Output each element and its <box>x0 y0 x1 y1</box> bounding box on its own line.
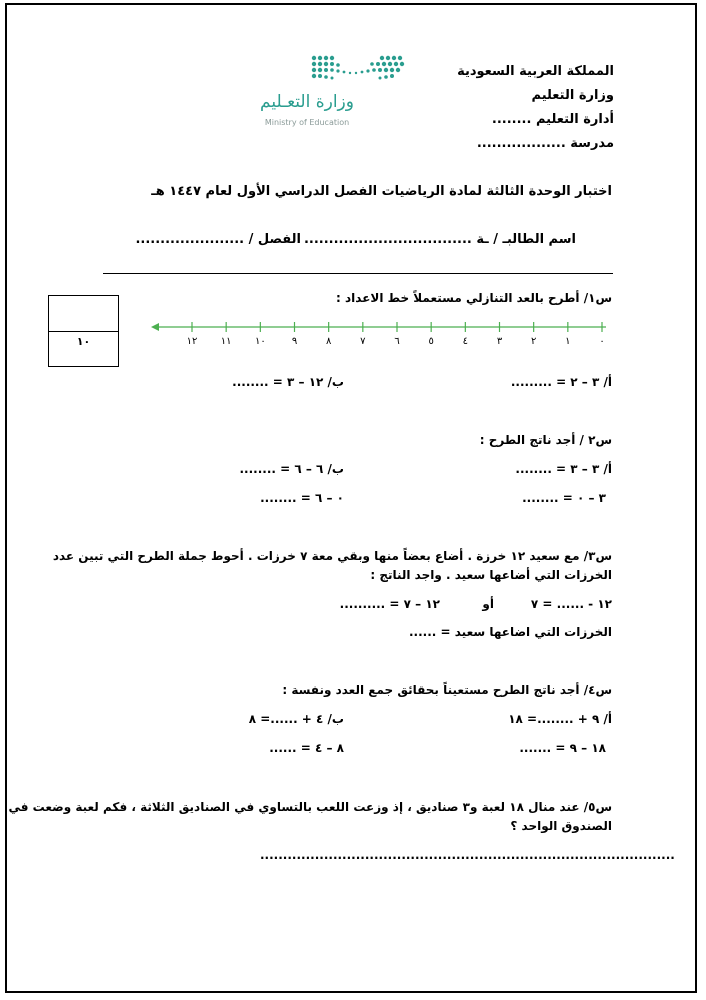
number-line-label: ٠ <box>599 336 605 347</box>
moe-dots-logo-icon <box>256 52 416 92</box>
number-line <box>150 318 610 336</box>
q1-part-b: ب/ ١٢ – ٣ = ........ <box>232 375 344 389</box>
divider <box>103 273 613 274</box>
number-line-label: ٩ <box>291 336 298 347</box>
number-line-label: ٣ <box>496 336 503 347</box>
logo-arabic-text: وزارة التعـليم <box>260 92 354 112</box>
score-box <box>48 295 119 367</box>
number-line-label: ٨ <box>325 336 332 347</box>
score-divider <box>49 331 118 332</box>
q5-line-2: الصندوق الواحد ؟ <box>510 819 612 833</box>
q4-part-a2: ١٨ – ٩ = ....... <box>519 741 606 755</box>
q3-line-1: س٣/ مع سعيد ١٢ خرزة . أضاع بعضاً منها وبقي معة ٧ خرزات . أحوط جملة الطرح التي تبين عدد <box>52 549 612 563</box>
q4-part-b2: ٨ – ٤ = ...... <box>269 741 344 755</box>
score-total: ١٠ <box>76 335 91 348</box>
q2-part-a1: أ/ ٣ – ٣ = ........ <box>515 462 612 476</box>
q5-answer-line[interactable]: ........................................................................................... <box>260 848 675 862</box>
ministry-logo <box>256 52 416 138</box>
q5-line-1: س٥/ عند منال ١٨ لعبة و٣ صناديق ، إذ وزعت اللعب بالتساوي في الصناديق الثلاثة ، فكم لعبة وضعت في <box>8 800 612 814</box>
q1-part-a: أ/ ٣ – ٢ = ......... <box>510 375 612 389</box>
q4-part-b1: ب/ ٤ + ......= ٨ <box>248 712 344 726</box>
q1-prompt: س١/ أطرح بالعد التنازلي مستعملاً خط الاعداد : <box>336 291 612 305</box>
kingdom-name: المملكة العربية السعودية <box>457 64 614 79</box>
student-name-field[interactable]: اسم الطالبـ / ـة .................................. <box>303 232 576 247</box>
number-line-arrow <box>151 323 159 331</box>
q3-equation-2: ١٢ – ٧ = .......... <box>339 597 440 611</box>
number-line-label: ١٠ <box>254 336 266 347</box>
class-field[interactable]: الفصل / ...................... <box>135 232 301 247</box>
number-line-label: ٢ <box>530 336 537 347</box>
q2-part-b2: ٠ – ٦ = ........ <box>260 491 344 505</box>
number-line-label: ٦ <box>394 336 400 347</box>
number-line-label: ٧ <box>360 336 366 347</box>
q2-prompt: س٢ / أجد ناتج الطرح : <box>479 433 612 447</box>
q3-equation-1: ١٢ - ...... = ٧ <box>530 597 612 611</box>
q3-answer: الخرزات التي اضاعها سعيد = ...... <box>408 625 612 639</box>
number-line-label: ٥ <box>428 336 434 347</box>
ministry-name: وزارة التعليم <box>531 88 614 103</box>
q4-prompt: س٤/ أجد ناتج الطرح مستعيناً بحقائق جمع العدد ونفسة : <box>282 683 612 697</box>
number-line-label: ١١ <box>220 336 232 347</box>
q4-part-a1: أ/ ٩ + ........= ١٨ <box>508 712 612 726</box>
q3-line-2: الخرزات التي أضاعها سعيد . واجد الناتج : <box>370 568 612 582</box>
number-line-label: ١٢ <box>186 336 198 347</box>
q2-part-a2: ٣ – ٠ = ........ <box>522 491 606 505</box>
q2-part-b1: ب/ ٦ – ٦ = ........ <box>239 462 344 476</box>
number-line-label: ١ <box>565 336 571 347</box>
school-field: مدرسة .................. <box>476 136 614 151</box>
logo-english-text: Ministry of Education <box>264 118 350 127</box>
exam-title: اختبار الوحدة الثالثة لمادة الرياضيات الفصل الدراسي الأول لعام ١٤٤٧ هـ <box>151 184 612 199</box>
q3-or: أو <box>482 597 494 611</box>
number-line-label: ٤ <box>462 336 469 347</box>
administration-field: أدارة التعليم ........ <box>491 112 614 127</box>
